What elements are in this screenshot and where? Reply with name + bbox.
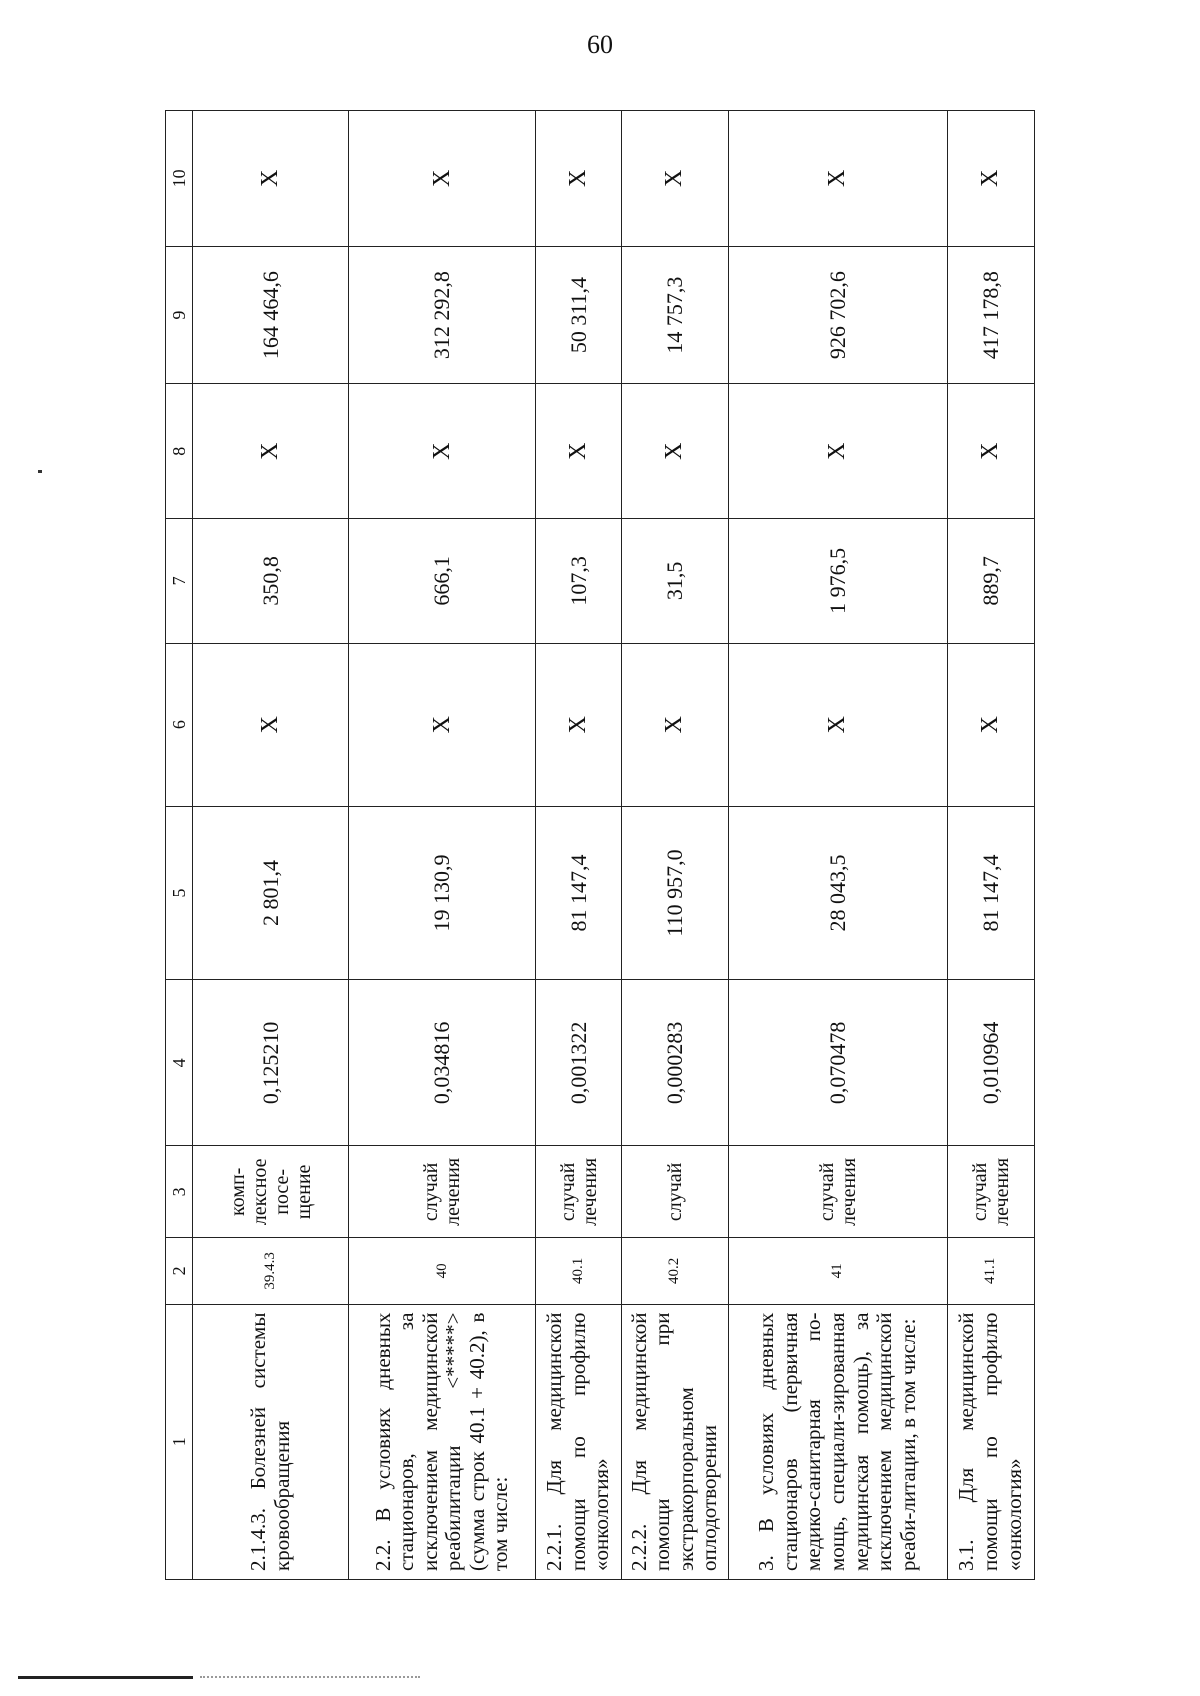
row-label: 2.1.4.3. Болезней системы кровообращения — [193, 1304, 349, 1579]
value-cell: 889,7 — [947, 519, 1034, 643]
x-cell: X — [621, 643, 728, 806]
col-header-2: 2 — [166, 1238, 193, 1304]
value-cell: 312 292,8 — [349, 246, 536, 384]
value-cell: 0,001322 — [536, 980, 621, 1146]
value-cell: 28 043,5 — [728, 806, 947, 979]
header-row — [166, 111, 193, 1580]
value-cell: 2 801,4 — [193, 806, 349, 979]
col-header-7: 7 — [166, 519, 193, 643]
row-label: 3.1. Для медицинской помощи по профилю «онкология» — [947, 1304, 1034, 1579]
data-table — [165, 110, 1035, 1580]
unit-cell: случай лечения — [349, 1146, 536, 1238]
x-cell: X — [536, 643, 621, 806]
page-number: 60 — [587, 30, 613, 59]
value-cell: 50 311,4 — [536, 246, 621, 384]
value-cell: 926 702,6 — [728, 246, 947, 384]
x-cell: X — [728, 384, 947, 519]
value-cell: 0,010964 — [947, 980, 1034, 1146]
value-cell: 110 957,0 — [621, 806, 728, 979]
x-cell: X — [349, 384, 536, 519]
unit-cell: случай лечения — [728, 1146, 947, 1238]
x-cell: X — [947, 111, 1034, 247]
row-label: 2.2. В условиях дневных стационаров, за исключением медицинской реабилитации <*****> (сумма строк 40.1 + 40.2), в том числе: — [349, 1304, 536, 1579]
x-cell: X — [193, 111, 349, 247]
x-cell: X — [349, 643, 536, 806]
value-cell: 350,8 — [193, 519, 349, 643]
unit-cell: случай — [621, 1146, 728, 1238]
table-row — [193, 111, 349, 1580]
value-cell: 14 757,3 — [621, 246, 728, 384]
col-header-5: 5 — [166, 806, 193, 979]
x-cell: X — [621, 384, 728, 519]
x-cell: X — [193, 384, 349, 519]
scan-speck — [38, 470, 42, 473]
table-row — [349, 111, 536, 1580]
col-header-6: 6 — [166, 643, 193, 806]
x-cell: X — [621, 111, 728, 247]
x-cell: X — [947, 643, 1034, 806]
x-cell: X — [349, 111, 536, 247]
unit-cell: случай лечения — [947, 1146, 1034, 1238]
value-cell: 417 178,8 — [947, 246, 1034, 384]
row-label: 2.2.2. Для медицинской помощи при экстракорпоральном оплодотворении — [621, 1304, 728, 1579]
col-header-10: 10 — [166, 111, 193, 247]
value-cell: 0,125210 — [193, 980, 349, 1146]
row-code: 41 — [728, 1238, 947, 1304]
value-cell: 164 464,6 — [193, 246, 349, 384]
value-cell: 107,3 — [536, 519, 621, 643]
unit-cell: случай лечения — [536, 1146, 621, 1238]
x-cell: X — [947, 384, 1034, 519]
row-code: 41.1 — [947, 1238, 1034, 1304]
scan-artifact — [200, 1676, 420, 1680]
col-header-8: 8 — [166, 384, 193, 519]
row-code: 40.1 — [536, 1238, 621, 1304]
rotated-table-container — [165, 110, 1035, 1580]
value-cell: 0,070478 — [728, 980, 947, 1146]
value-cell: 19 130,9 — [349, 806, 536, 979]
col-header-1: 1 — [166, 1304, 193, 1579]
col-header-3: 3 — [166, 1146, 193, 1238]
row-code: 40.2 — [621, 1238, 728, 1304]
value-cell: 81 147,4 — [947, 806, 1034, 979]
table-row — [947, 111, 1034, 1580]
table-row — [536, 111, 621, 1580]
footnote-separator — [18, 1676, 193, 1679]
col-header-9: 9 — [166, 246, 193, 384]
col-header-4: 4 — [166, 980, 193, 1146]
x-cell: X — [728, 111, 947, 247]
value-cell: 666,1 — [349, 519, 536, 643]
value-cell: 1 976,5 — [728, 519, 947, 643]
value-cell: 31,5 — [621, 519, 728, 643]
x-cell: X — [536, 111, 621, 247]
value-cell: 0,034816 — [349, 980, 536, 1146]
row-label: 3. В условиях дневных стационаров (первичная медико-санитарная по-мощь, специали-зированная медицинская помощь), за исключением медицинской реаби-литации, в том числе: — [728, 1304, 947, 1579]
value-cell: 81 147,4 — [536, 806, 621, 979]
x-cell: X — [728, 643, 947, 806]
x-cell: X — [193, 643, 349, 806]
row-label: 2.2.1. Для медицинской помощи по профилю «онкология» — [536, 1304, 621, 1579]
row-code: 39.4.3 — [193, 1238, 349, 1304]
unit-cell: комп-лексное посе-щение — [193, 1146, 349, 1238]
row-code: 40 — [349, 1238, 536, 1304]
x-cell: X — [536, 384, 621, 519]
table-row — [728, 111, 947, 1580]
value-cell: 0,000283 — [621, 980, 728, 1146]
table-row — [621, 111, 728, 1580]
